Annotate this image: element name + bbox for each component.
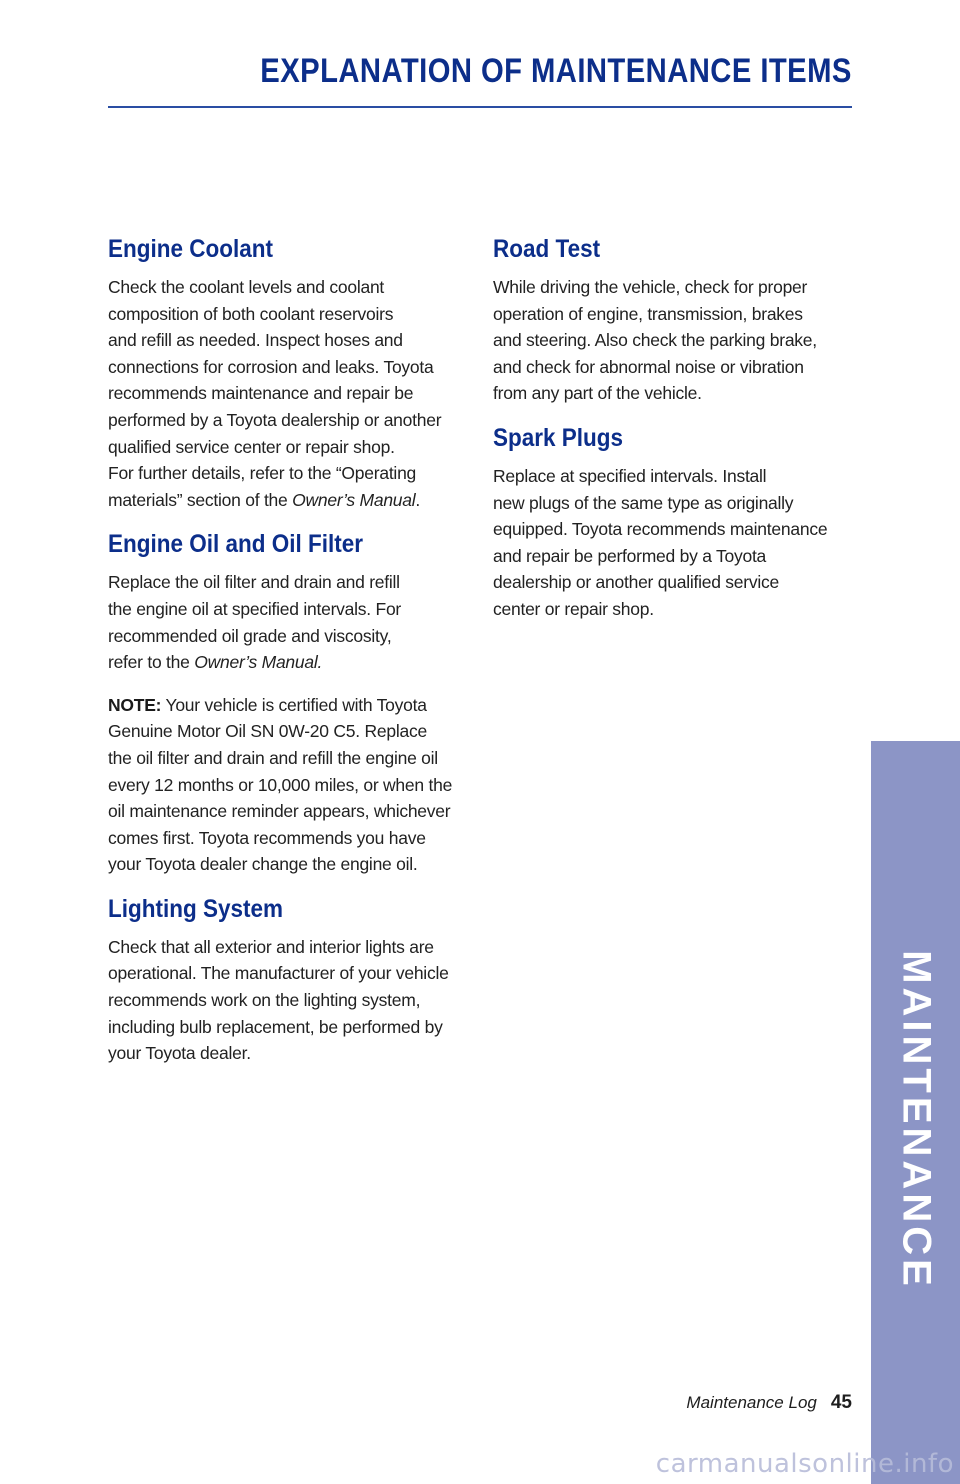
body-text: refer to the — [108, 652, 195, 673]
section-body — [493, 463, 849, 623]
body-line: Check the coolant levels and coolant — [108, 277, 385, 297]
watermark: carmanualsonline.info — [655, 1449, 954, 1479]
section-engine-coolant — [108, 232, 478, 513]
body-text: . — [415, 489, 421, 510]
body-line: your Toyota dealer. — [108, 1043, 251, 1064]
body-line: equipped. Toyota recommends maintenance — [493, 519, 828, 540]
body-line: and steering. Also check the parking brake, — [493, 330, 817, 351]
body-line: recommended oil grade and viscosity, — [108, 625, 392, 646]
note-paragraph — [108, 692, 478, 878]
body-line-with-reference — [108, 487, 478, 514]
left-column — [108, 232, 478, 1081]
body-line: For further details, refer to the “Operating — [108, 463, 417, 484]
note-text: Your vehicle is certified with Toyota — [161, 694, 427, 715]
body-line: and refill as needed. Inspect hoses and — [108, 330, 403, 351]
body-line: composition of both coolant reservoirs — [108, 303, 394, 324]
title-divider — [108, 106, 852, 108]
body-line: Replace the oil filter and drain and refill — [108, 572, 400, 593]
body-line: qualified service center or repair shop. — [108, 436, 395, 457]
right-column — [493, 232, 849, 637]
section-body — [493, 274, 849, 407]
body-line: dealership or another qualified service — [493, 572, 779, 593]
section-heading: Engine Coolant — [108, 235, 273, 263]
body-line: from any part of the vehicle. — [493, 383, 702, 404]
section-body — [108, 934, 478, 1067]
page-footer — [686, 1392, 852, 1414]
body-line: recommends maintenance and repair be — [108, 383, 414, 404]
section-engine-oil — [108, 527, 478, 878]
note-line: the oil filter and drain and refill the engine oil — [108, 747, 438, 768]
body-line: operational. The manufacturer of your vehicle — [108, 963, 449, 984]
note-first-line — [108, 692, 478, 719]
body-line: operation of engine, transmission, brakes — [493, 303, 803, 324]
section-heading: Spark Plugs — [493, 423, 624, 452]
body-line: including bulb replacement, be performed by — [108, 1016, 443, 1037]
body-line: Replace at specified intervals. Install — [493, 465, 767, 486]
body-line-with-reference — [108, 649, 478, 676]
manual-reference: Owner’s Manual — [292, 489, 416, 510]
body-text: materials” section of the — [108, 489, 293, 510]
body-line: recommends work on the lighting system, — [108, 990, 421, 1011]
section-road-test — [493, 232, 849, 407]
body-line: new plugs of the same type as originally — [493, 492, 794, 513]
section-heading: Road Test — [493, 235, 601, 263]
manual-reference: Owner’s Manual. — [194, 652, 323, 673]
section-body — [108, 274, 478, 513]
page-title: EXPLANATION OF MAINTENANCE ITEMS — [260, 52, 852, 90]
body-line: performed by a Toyota dealership or another — [108, 409, 442, 430]
section-heading: Engine Oil and Oil Filter — [108, 530, 364, 559]
body-line: and repair be performed by a Toyota — [493, 545, 767, 566]
note-line: every 12 months or 10,000 miles, or when the — [108, 774, 453, 795]
body-line: connections for corrosion and leaks. Toyota — [108, 356, 434, 377]
note-line: Genuine Motor Oil SN 0W-20 C5. Replace — [108, 721, 427, 742]
section-body — [108, 569, 478, 675]
body-line: center or repair shop. — [493, 598, 654, 619]
side-tab-label: MAINTENANCE — [894, 950, 939, 1290]
footer-log-label: Maintenance Log — [686, 1393, 817, 1412]
page-number: 45 — [830, 1392, 852, 1413]
note-line: comes first. Toyota recommends you have — [108, 827, 426, 848]
section-heading: Lighting System — [108, 894, 284, 923]
body-line: the engine oil at specified intervals. For — [108, 598, 401, 619]
body-line: Check that all exterior and interior lights are — [108, 936, 434, 957]
body-line: and check for abnormal noise or vibration — [493, 356, 804, 377]
note-line: oil maintenance reminder appears, whichever — [108, 801, 451, 822]
note-line: your Toyota dealer change the engine oil. — [108, 854, 418, 875]
section-spark-plugs — [493, 421, 849, 623]
body-line: While driving the vehicle, check for proper — [493, 277, 808, 297]
section-lighting-system — [108, 892, 478, 1067]
note-label: NOTE: — [108, 694, 162, 715]
